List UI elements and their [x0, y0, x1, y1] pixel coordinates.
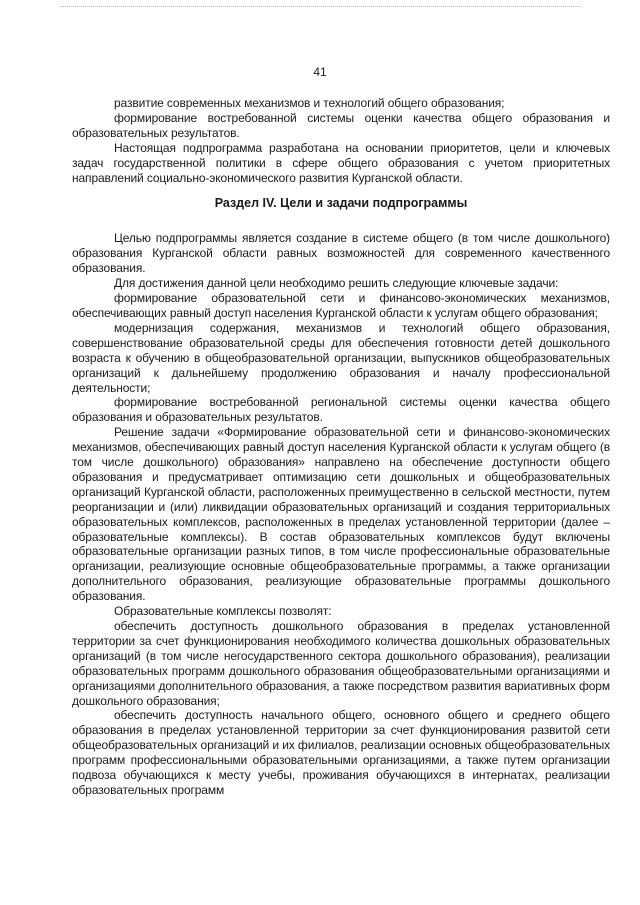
paragraph: развитие современных механизмов и технологий общего образования; [114, 96, 505, 110]
paragraph: Решение задачи «Формирование образовательной сети и финансово-экономических механизмов, обеспечивающих равный доступ населения Курганской области к услугам общего (в том числе дошкольного) образования» направлено на обеспечение доступности общего образования и предусматривает оптимизацию сети дошкольных и общеобразовательных организаций Курганской области, расположенных преимущественно в сельской местности, путем реорганизации и (или) ликвидации образовательных организаций и создания территориальных образовательных комплексов, расположенных в пределах установленной территории (далее – образовательные комплексы). В состав образовательных комплексов будут включены образовательные организации разных типов, в том числе профессиональные образовательные организации, реализующие основные общеобразовательные программы, а также организации дополнительного образования, реализующие образовательные программы дошкольного образования. [72, 425, 610, 604]
paragraph: модернизация содержания, механизмов и технологий общего образования, совершенствование образовательной среды для обеспечения готовности детей дошкольного возраста к обучению в общеобразовательной организации, выпускников общеобразовательных организаций к дальнейшему продолжению образования и началу профессиональной деятельности; [72, 320, 610, 395]
paragraph: обеспечить доступность начального общего, основного общего и среднего общего образования в пределах установленной территории за счет функционирования развитой сети общеобразовательных организаций и их филиалов, реализации основных общеобразовательных программ профессиональными образовательными организациями, а также путем организации подвоза обучающихся к месту учебы, проживания обучающихся в интернатах, реализации образовательных программ [72, 708, 610, 797]
paragraph: обеспечить доступность дошкольного образования в пределах установленной территории за счет функционирования необходимого количества дошкольных образовательных организаций (в том числе негосударственного сектора дошкольного образования), реализации образовательных программ дошкольного образования общеобразовательными организациями и организациями дополнительного образования, а также посредством развития вариативных форм дошкольного образования; [72, 619, 610, 708]
document-body [72, 96, 610, 798]
paragraph: формирование востребованной системы оценки качества общего образования и образовательных результатов. [72, 110, 610, 140]
paragraph: Для достижения данной цели необходимо решить следующие ключевые задачи: [114, 276, 559, 291]
paragraph: Целью подпрограммы является создание в системе общего (в том числе дошкольного) образования Курганской области равных возможностей для современного качественного образования. [72, 231, 610, 276]
paragraph: формирование востребованной региональной системы оценки качества общего образования и образовательных результатов. [72, 395, 610, 425]
scan-artifact-line [60, 6, 580, 9]
page-number: 41 [313, 65, 327, 79]
paragraph: Образовательные комплексы позволят: [114, 604, 332, 619]
paragraph: формирование образовательной сети и финансово-экономических механизмов, обеспечивающих равный доступ населения Курганской области к услугам общего образования; [72, 291, 610, 320]
paragraph: Настоящая подпрограмма разработана на основании приоритетов, цели и ключевых задач государственной политики в сфере общего образования с учетом приоритетных направлений социально-экономического развития Курганской области. [72, 140, 610, 185]
section-heading: Раздел IV. Цели и задачи подпрограммы [214, 196, 468, 211]
